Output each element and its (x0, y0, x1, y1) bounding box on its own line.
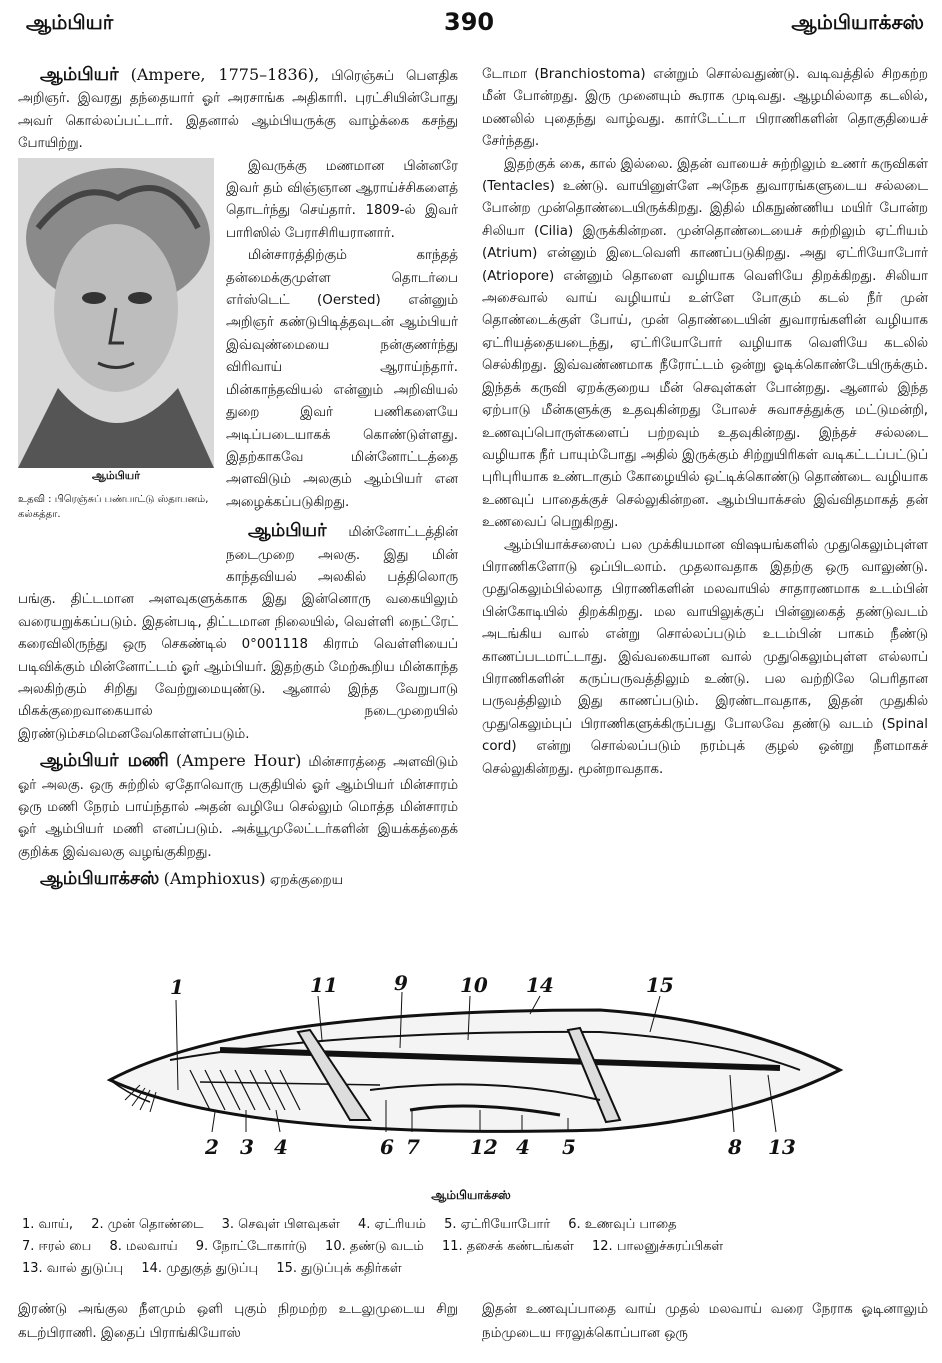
running-header-right: ஆம்பியாக்சஸ் (791, 10, 924, 34)
article-text: ஆம்பியாக்சஸைப் பல முக்கியமான விஷயங்களில் முதுகெலும்புள்ள பிராணிகளோடு ஒப்பிடலாம். முதலாவதாக இதற்கு ஒரு வாலுண்டு. முதுகெலும்பில்லாத பிராணிகளின் மலவாயில் சாதாரணமாக உடம்பின் பின்கோடியில் திறக்கிறது. மல வாயிலுக்குப் பின்னுகைத் தண்டுவடம் அடங்கிய வால் என்று சொல்லப்படும் உடம்பின் பாகம் நீண்டு காணப்படமாட்டாது. இவ்வகையான வால் முதுகெலும்புள்ள எல்லாப் பிராணிகளின் கருப்பருவத்திலும் உண்டு. பல வற்றிலே பெரிதான பருவத்திலும் இது காணப்படும். இரண்டாவதாக, இதன் முதுகில் முதுகெலும்புப் பிராணிகளுக்கிருப்பது போலவே தண்டு வடம் (Spinal cord) என்று சொல்லப்படும் நரம்புக் குழல் ஒன்று நீளமாகச் செல்லுகின்றது. மூன்றாவதாக. (482, 537, 928, 777)
article-text: மின்சாரத்தை அளவிடும் ஓர் அலகு. ஒரு சுற்றில் ஏதோவொரு பகுதியில் ஓர் ஆம்பியர் மின்சாரம் ஒரு மணி நேரம் பாய்ந்தால் அதன் வழியே செல்லும் மொத்த மின்சாரம் ஓர் ஆம்பியர் மணி எனப்படும். அக்யூமுலேட்டர்களின் இயக்கத்தைக் குறிக்க இவ்வலகு வழங்குகிறது. (18, 755, 459, 860)
figure-title: ஆம்பியாக்சஸ் (431, 1188, 511, 1202)
callout-label: 6 (380, 1135, 394, 1159)
article-heading: ஆம்பியர் (40, 64, 119, 85)
amphioxus-diagram (40, 970, 900, 1180)
article-text: மின்சாரத்திற்கும் காந்தத் தன்மைக்குமுள்ள தொடர்பை எர்ஸ்டெட் (Oersted) என்னும் அறிஞர் கண்டுபிடித்தவுடன் ஆம்பியர் இவ்வுண்மையை நன்குணர்ந்து விரிவாய் ஆராய்ந்தார். மின்காந்தவியல் என்னும் அறிவியல் துறை இவர் பணிகளையே அடிப்படையாகக் கொண்டுள்ளது. இதற்காகவே மின்னோட்டத்தை அளவிடும் அலகும் ஆம்பியர் என அழைக்கப்படுகிறது. (226, 248, 458, 510)
callout-label: 8 (728, 1135, 742, 1159)
figure-legend (22, 1214, 932, 1280)
article-text: பிரெஞ்சுப் பௌதிக அறிஞர். இவரது தந்தையார் ஓர் அரசாங்க அதிகாரி. புரட்சியின்போது அவர் கொல்லப்பட்டார். இதனால் ஆம்பியருக்கு வாழ்க்கை கசந்து போயிற்று. (18, 69, 458, 152)
callout-label: 7 (406, 1135, 420, 1159)
callout-label: 2 (205, 1135, 219, 1159)
legend-item: 9. நோட்டோகார்டு (195, 1239, 307, 1254)
legend-item: 3. செவுள் பிளவுகள் (221, 1217, 340, 1232)
callout-label: 5 (562, 1135, 576, 1159)
callout-label: 13 (768, 1135, 796, 1159)
callout-label: 3 (240, 1135, 254, 1159)
portrait-caption: ஆம்பியர் (92, 468, 140, 482)
legend-item: 4. ஏட்ரியம் (358, 1217, 426, 1232)
legend-item: 7. ஈரல் பை (22, 1239, 92, 1254)
article-heading: ஆம்பியர் மணி (40, 750, 169, 772)
legend-item: 13. வால் துடுப்பு (22, 1261, 124, 1276)
legend-item: 6. உணவுப் பாதை (568, 1217, 677, 1232)
article-amphioxus-start (18, 868, 458, 892)
article-heading-latin: (Ampere, 1775–1836), (130, 65, 320, 84)
right-column (482, 64, 928, 781)
callout-label: 14 (526, 973, 554, 997)
bottom-right-text: இதன் உணவுப்பாதை வாய் முதல் மலவாய் வரை நேராக ஓடினாலும் நம்முடைய ஈரலுக்கொப்பான ஒரு (482, 1302, 928, 1341)
legend-item: 14. முதுகுத் துடுப்பு (141, 1261, 259, 1276)
legend-item: 10. தண்டு வடம் (325, 1239, 424, 1254)
portrait-image (18, 158, 214, 468)
callout-label: 1 (170, 975, 184, 999)
article-text: ஏறக்குறைய (269, 873, 344, 889)
callout-label: 10 (460, 973, 488, 997)
legend-item: 8. மலவாய் (109, 1239, 178, 1254)
article-heading: ஆம்பியர் (248, 520, 327, 542)
legend-item: 1. வாய், (22, 1217, 74, 1232)
callout-label: 4 (274, 1135, 288, 1159)
portrait-figure (18, 158, 214, 574)
legend-item: 15. துடுப்புக் கதிர்கள் (276, 1261, 402, 1276)
page-number: 390 (444, 8, 495, 36)
article-text: இதற்குக் கை, கால் இல்லை. இதன் வாயைச் சுற்றிலும் உணர் கருவிகள் (Tentacles) உண்டு. வாயினுள்ளே அநேக துவாரங்களுடைய சல்லடை போன்ற முன்தொண்டையிருக்கிறது. இதில் மிகநுண்ணிய மயிர் போன்ற சிலியா (Cilia) இருக்கின்றன. முன்தொண்டையைச் சுற்றிலும் ஏட்ரியம் (Atrium) என்னும் இடைவெளி காணப்படுகிறது. அது ஏட்ரியோபோர் (Atriopore) என்னும் தொளை வழியாக வெளியே திறக்கிறது. சிலியா அசைவால் வாய் வழியாய் உள்ளே போகும் கடல் நீர் முன் தொண்டைக்குள் போய், முன் தொண்டையின் துவாரங்களின் வழியாக ஏட்ரியத்தையடைந்து, ஏட்ரியோபோர் வழியாக வெளியே கடலில் செல்கிறது. இவ்வண்ணமாக நீரோட்டம் ஒன்று ஓடிக்கொண்டேயிருக்கும். இந்தக் கருவி ஏறக்குறைய மீன் செவுள்கள் போன்றது. ஆனால் இந்த ஏற்பாடு மீன்களுக்கு உதவுகின்றது போலச் சுவாசத்துக்கு மட்டுமன்றி, உணவுப்பொருள்களைப் பற்றவும் உதவுகின்றது. இந்தச் சல்லடை வழியாக நீர் பாயும்போது அதில் இருக்கும் சிற்றுயிரிகள் வடிகட்டப்பட்டுப் புரிபுரியாக உண்டாகும் கோழையில் ஒட்டிக்கொண்டு தொண்டை வழியாக உணவுப் பாதைக்குச் செல்லுகின்றன. ஆம்பியாக்சஸ் இவ்விதமாகத் தன் உணவைப் பெறுகிறது. (482, 156, 928, 531)
legend-item: 12. பாலனுச்சுரப்பிகள் (592, 1239, 724, 1254)
running-header-left: ஆம்பியர் (26, 10, 114, 34)
legend-item: 5. ஏட்ரியோபோர் (444, 1217, 551, 1232)
callout-label: 4 (516, 1135, 530, 1159)
article-text: இவருக்கு மணமான பின்னரே இவர் தம் விஞ்ஞான ஆராய்ச்சிகளைத் தொடர்ந்து செய்தார். 1809-ல் இவர் பாரிஸில் பேராசிரியரானார். (226, 158, 458, 241)
portrait-credit: உதவி : பிரெஞ்சுப் பண்பாட்டு ஸ்தாபனம், கல்கத்தா. (18, 493, 209, 520)
article-text: டோமா (Branchiostoma) என்றும் சொல்வதுண்டு. வடிவத்தில் சிறகற்ற மீன் போன்றது. இரு முனையும் கூராக முடிவது. ஆழமில்லாத கடலில், மணலில் புதைந்து வாழ்வது. கார்டேட்டா பிராணிகளின் தொகுதியைச் சேர்ந்தது. (482, 67, 928, 150)
callout-label: 9 (394, 971, 408, 995)
article-heading-latin: (Ampere Hour) (175, 751, 302, 771)
article-heading: ஆம்பியாக்சஸ் (40, 868, 160, 890)
callout-label: 11 (310, 973, 338, 997)
callout-label: 12 (470, 1135, 498, 1159)
legend-item: 2. முன் தொண்டை (91, 1217, 204, 1232)
callout-label: 15 (646, 973, 674, 997)
article-ampere-hour (18, 750, 458, 864)
article-text: மின்னோட்டத்தின் நடைமுறை அலகு. இது மின் காந்தவியல் அலகில் பத்திலொரு பங்கு. திட்டமான அளவுகளுக்காக இது இன்னொரு வகையிலும் வரையறுக்கப்படும். இதன்படி, திட்டமான நிலையில், வெள்ளி நைட்ரேட் கரைவிலிருந்து ஒரு செகண்டில் 0°001118 கிராம் வெள்ளியைப் படிவிக்கும் மின்னோட்டம் ஓர் ஆம்பியர். இதற்கும் மேற்கூறிய மின்காந்த அலகிற்கும் சிறிது வேற்றுமையுண்டு. ஆனால் இந்த வேறுபாடு மிகக்குறைவாகையால் நடைமுறையில் இரண்டும்சமமெனவேகொள்ளப்படும். (18, 525, 458, 742)
article-heading-latin: (Amphioxus) (163, 869, 266, 889)
bottom-left-text: இரண்டு அங்குல நீளமும் ஒளி புகும் நிறமற்ற உடலுமுடைய சிறு கடற்பிராணி. இதைப் பிராங்கியோஸ் (18, 1302, 458, 1341)
left-column (18, 64, 458, 893)
article-ampere-intro (18, 64, 458, 156)
legend-item: 11. தசைக் கண்டங்கள் (442, 1239, 574, 1254)
